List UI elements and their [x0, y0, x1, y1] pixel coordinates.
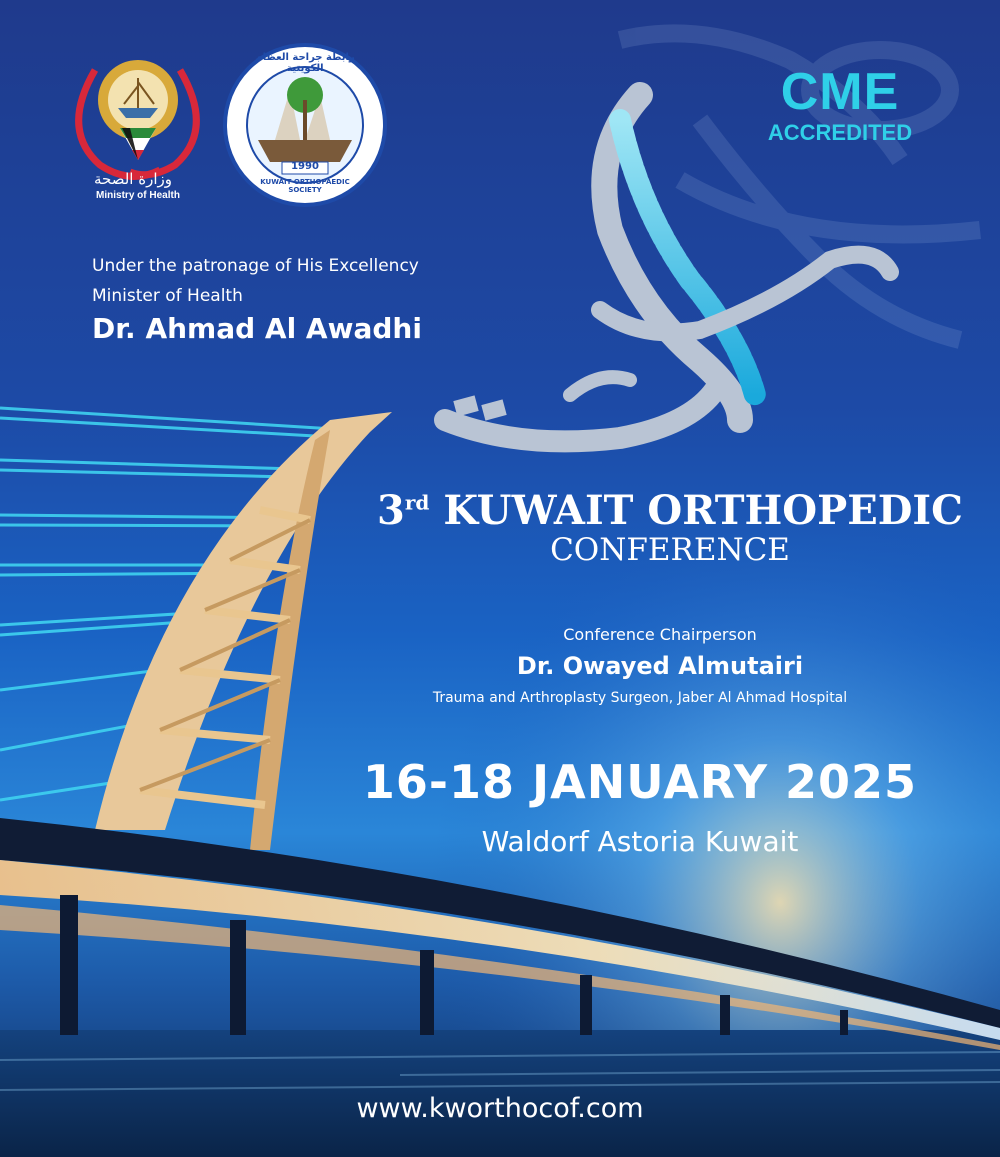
website-link[interactable]: www.kworthocof.com [356, 1093, 644, 1124]
society-name: KUWAIT ORTHOPAEDIC SOCIETY [260, 178, 350, 194]
cme-badge [760, 64, 920, 146]
event-dates: 16-18 JANUARY 2025 [362, 755, 918, 809]
ministry-of-health-label: Ministry of Health [96, 190, 180, 201]
cme-subtitle: ACCREDITED [767, 120, 913, 145]
chairperson-label: Conference Chairperson [563, 625, 757, 644]
chairperson-name: Dr. Owayed Almutairi [516, 652, 804, 680]
conference-title-text: KUWAIT ORTHOPEDIC [443, 487, 963, 534]
conference-title [340, 488, 1000, 534]
conference-ordinal-suffix: rd [404, 490, 430, 515]
patronage-line-2: Minister of Health [92, 286, 243, 306]
event-venue: Waldorf Astoria Kuwait [481, 825, 799, 858]
patronage-line-1: Under the patronage of His Excellency [92, 256, 419, 276]
conference-ordinal: 3 [377, 487, 405, 534]
cme-title: CME [780, 63, 900, 121]
minister-name: Dr. Ahmad Al Awadhi [92, 312, 422, 345]
society-arabic-name: رابطة جراحة العظام الكويتية [255, 52, 355, 74]
society-year: 1990 [291, 161, 319, 172]
chairperson-role: Trauma and Arthroplasty Surgeon, Jaber Al Ahmad Hospital [432, 690, 848, 706]
ministry-arabic-label: وزارة الصحة [94, 170, 172, 188]
conference-subtitle: CONFERENCE [550, 532, 790, 568]
